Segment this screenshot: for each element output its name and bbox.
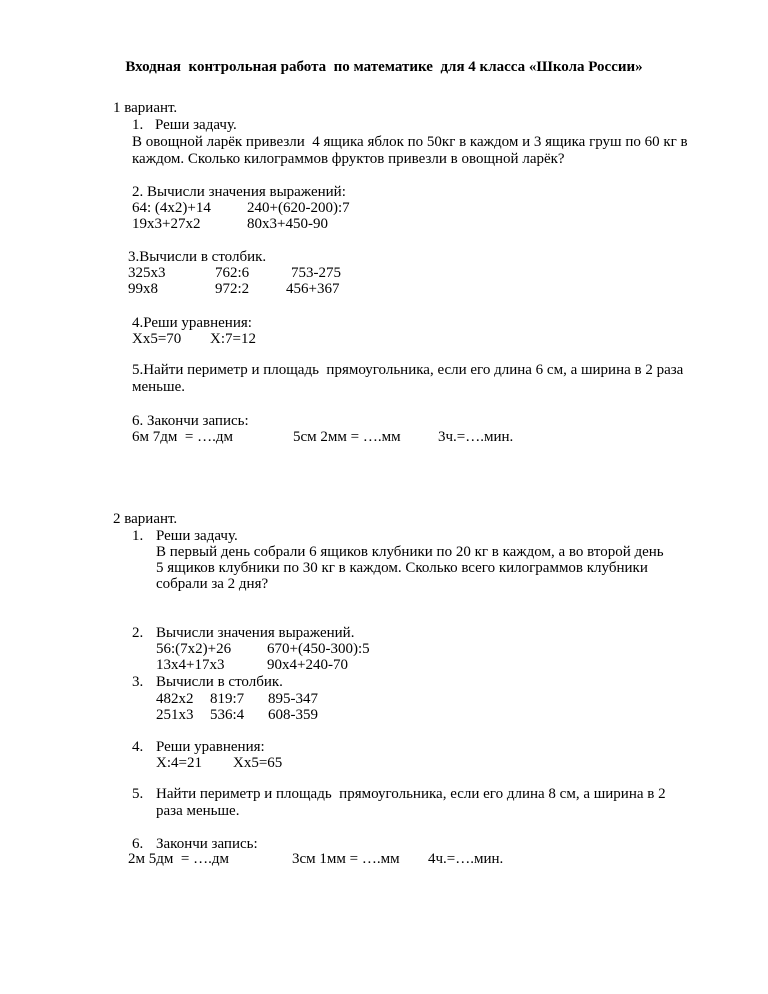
v1-task2-expression: 80x3+450-90	[247, 216, 328, 232]
v2-task6-title: Закончи запись:	[156, 836, 258, 852]
v2-task2-expression: 670+(450-300):5	[267, 641, 370, 657]
variant2-label: 2 вариант.	[113, 511, 178, 527]
v2-task5-text-line: раза меньше.	[156, 803, 240, 819]
v2-task3-expression: 819:7	[210, 691, 245, 707]
v2-task3-title: Вычисли в столбик.	[156, 674, 283, 690]
v1-task1-number: 1.	[132, 117, 144, 133]
v1-task6-conversion: 6м 7дм = ….дм	[132, 429, 233, 445]
v2-task5-text-line: Найти периметр и площадь прямоугольника, если его длина 8 см, а ширина в 2	[156, 786, 666, 802]
v2-task2-expression: 13x4+17x3	[156, 657, 225, 673]
v1-task2-expression: 240+(620-200):7	[247, 200, 350, 216]
document-title: Входная контрольная работа по математике для 4 класса «Школа России»	[125, 59, 643, 75]
v1-task3-expression: 762:6	[215, 265, 250, 281]
v2-task1-text-line: В первый день собрали 6 ящиков клубники по 20 кг в каждом, а во второй день	[156, 544, 664, 560]
v2-task4-number: 4.	[132, 739, 144, 755]
v1-task5-text-line: меньше.	[132, 379, 185, 395]
v1-task2-expression: 64: (4x2)+14	[132, 200, 211, 216]
v1-task3-expression: 456+367	[286, 281, 340, 297]
v2-task2-title: Вычисли значения выражений.	[156, 625, 355, 641]
v2-task4-title: Реши уравнения:	[156, 739, 265, 755]
v2-task3-expression: 536:4	[210, 707, 245, 723]
v2-task2-number: 2.	[132, 625, 144, 641]
v1-task6-conversion: 3ч.=….мин.	[438, 429, 514, 445]
v2-task3-number: 3.	[132, 674, 144, 690]
v2-task1-text-line: собрали за 2 дня?	[156, 576, 269, 592]
variant1-label: 1 вариант.	[113, 100, 178, 116]
v2-task6-conversion: 3см 1мм = ….мм	[292, 851, 400, 867]
v2-task2-expression: 56:(7x2)+26	[156, 641, 232, 657]
v2-task3-expression: 482x2	[156, 691, 194, 707]
v1-task4-heading: 4.Реши уравнения:	[132, 315, 252, 331]
v2-task6-conversion: 2м 5дм = ….дм	[128, 851, 229, 867]
v2-task1-title: Реши задачу.	[156, 528, 238, 544]
v1-task3-expression: 325x3	[128, 265, 166, 281]
v2-task2-expression: 90x4+240-70	[267, 657, 348, 673]
v1-task3-expression: 99x8	[128, 281, 158, 297]
v1-task4-equation: Х:7=12	[210, 331, 256, 347]
v2-task6-conversion: 4ч.=….мин.	[428, 851, 504, 867]
v2-task3-expression: 608-359	[268, 707, 318, 723]
v2-task4-equation: Х:4=21	[156, 755, 202, 771]
v1-task1-text-line: каждом. Сколько килограммов фруктов привезли в овощной ларёк?	[132, 151, 565, 167]
v1-task6-conversion: 5см 2мм = ….мм	[293, 429, 401, 445]
v2-task5-number: 5.	[132, 786, 144, 802]
v1-task2-expression: 19x3+27x2	[132, 216, 201, 232]
v1-task2-heading: 2. Вычисли значения выражений:	[132, 184, 346, 200]
v1-task6-heading: 6. Закончи запись:	[132, 413, 249, 429]
v1-task4-equation: Хх5=70	[132, 331, 182, 347]
v2-task6-number: 6.	[132, 836, 144, 852]
v1-task3-heading: 3.Вычисли в столбик.	[128, 249, 267, 265]
v2-task1-number: 1.	[132, 528, 144, 544]
v1-task3-expression: 753-275	[291, 265, 341, 281]
v1-task3-expression: 972:2	[215, 281, 250, 297]
v1-task1-text-line: В овощной ларёк привезли 4 ящика яблок по 50кг в каждом и 3 ящика груш по 60 кг в	[132, 134, 688, 150]
v2-task3-expression: 251x3	[156, 707, 194, 723]
v2-task1-text-line: 5 ящиков клубники по 30 кг в каждом. Сколько всего килограммов клубники	[156, 560, 648, 576]
v1-task1-title: Реши задачу.	[155, 117, 237, 133]
v1-task5-text-line: 5.Найти периметр и площадь прямоугольника, если его длина 6 см, а ширина в 2 раза	[132, 362, 684, 378]
v2-task4-equation: Хх5=65	[233, 755, 283, 771]
v2-task3-expression: 895-347	[268, 691, 318, 707]
